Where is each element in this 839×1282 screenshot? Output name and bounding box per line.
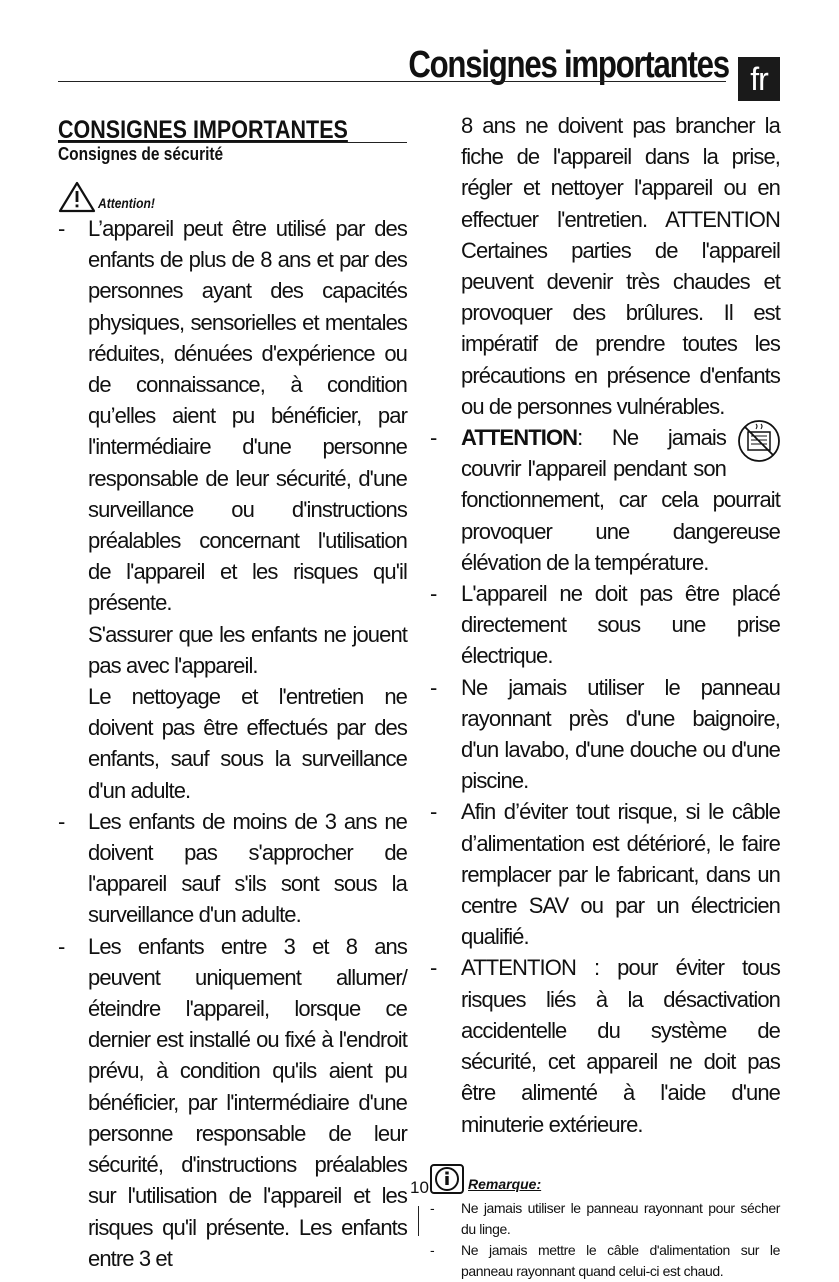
list-dash: - (430, 425, 437, 451)
warning-triangle-icon (58, 181, 96, 213)
list-dash: - (430, 674, 437, 700)
attention-heading (58, 179, 407, 213)
list-item (430, 672, 780, 797)
left-column (58, 110, 407, 1274)
header-rule (58, 81, 726, 82)
right-column (430, 110, 780, 1282)
note-list (430, 1198, 780, 1282)
list-item (58, 681, 407, 806)
list-item-text: Les enfants de moins de 3 ans ne doivent pas s'approcher de l'appareil sauf s'ils sont sous la surveillance d'un adulte. (88, 808, 407, 928)
note-label: Remarque: (468, 1175, 542, 1192)
list-dash: - (58, 808, 65, 834)
list-item-text: ATTENTION : pour éviter tous risques liés à la désactivation accidentelle du système de sécurité, cet appareil ne doit pas être alimenté à l'aide d'une minuterie extérieure. (461, 955, 780, 1137)
list-item (58, 931, 407, 1274)
page-header-title: Consignes importantes (408, 44, 729, 86)
list-item (58, 213, 407, 619)
list-item-attention (430, 422, 780, 578)
list-dash: - (430, 1199, 435, 1216)
list-dash: - (430, 955, 437, 981)
list-dash: - (58, 216, 65, 241)
section-subtitle: Consignes de sécurité (58, 144, 224, 164)
left-list (58, 213, 407, 1274)
do-not-cover-icon (736, 418, 782, 464)
list-item-text: Les enfants entre 3 et 8 ans peuvent uniquement allumer/éteindre l'appareil, lorsque ce dernier est installé ou fixé à l'endroit prévu, à condition qu'ils aient pu bénéficier, par l'intermédiaire d'une personne responsable de leur sécurité, d'instructions préalables sur l'utilisation de l'appareil et les risques qu'il présente. Les enfants entre 3 et (88, 933, 407, 1271)
list-item (430, 796, 780, 952)
list-item (58, 806, 407, 931)
note-item (430, 1198, 780, 1240)
list-item-text: Afin d’éviter tout risque, si le câble d’alimentation est détérioré, le faire remplacer par le fabricant, dans un centre SAV ou par un électricien qualifié. (461, 799, 780, 950)
list-dash: - (430, 799, 437, 825)
continued-text: 8 ans ne doivent pas brancher la fiche de l'appareil dans la prise, régler et nettoyer l'appareil ou en effectuer l'entretien. ATTENTION Certaines parties de l'appareil peuvent devenir très chaudes et provoquer des brûlures. Il est impératif de prendre toutes les précautions en présence d'enfants ou de personnes vulnérables. (461, 113, 780, 419)
list-item-text: S'assurer que les enfants ne jouent pas avec l'appareil. (88, 621, 407, 678)
list-item (430, 578, 780, 672)
list-item-continued (430, 110, 780, 422)
list-item-text: Ne jamais utiliser le panneau rayonnant près d'une baignoire, d'un lavabo, d'une douche ou d'une piscine. (461, 674, 780, 794)
list-item (430, 952, 780, 1139)
footer-rule (418, 1206, 419, 1236)
attention-label: Attention! (98, 195, 155, 211)
section-title: CONSIGNES IMPORTANTES (58, 116, 348, 144)
note-item-text: Ne jamais mettre le câble d'alimentation sur le panneau rayonnant quand celui-ci est chaud. (461, 1241, 780, 1279)
list-dash: - (430, 581, 437, 607)
list-item-text: L’appareil peut être utilisé par des enfants de plus de 8 ans et par des personnes ayant des capacités physiques, sensorielles et mentales réduites, dénuées d'expérience ou de connaissance, à condition qu’elles aient pu bénéficier, par l'intermédiaire d'une personne responsable de leur sécurité, d'une surveillance ou d'instructions préalables concernant l'utilisation de l'appareil et les risques qu'il présente. (88, 216, 407, 616)
list-item-text: : Ne jamais couvrir l'appareil pendant son fonctionnement, car cela pourrait provoquer une dangereuse élévation de la température. (461, 425, 780, 575)
list-item-text: L'appareil ne doit pas être placé directement sous une prise électrique. (461, 581, 780, 669)
note-item-text: Ne jamais utiliser le panneau rayonnant pour sécher du linge. (461, 1199, 780, 1237)
right-list (430, 110, 780, 1140)
page-number: 10 (410, 1178, 429, 1197)
language-badge: fr (738, 57, 780, 101)
note-item (430, 1240, 780, 1282)
list-item-text: Le nettoyage et l'entretien ne doivent pas être effectués par des enfants, sauf sous la surveillance d'un adulte. (88, 684, 407, 803)
list-dash: - (430, 1241, 435, 1258)
list-dash: - (58, 933, 65, 959)
attention-keyword: ATTENTION (461, 425, 578, 451)
list-item (58, 619, 407, 681)
